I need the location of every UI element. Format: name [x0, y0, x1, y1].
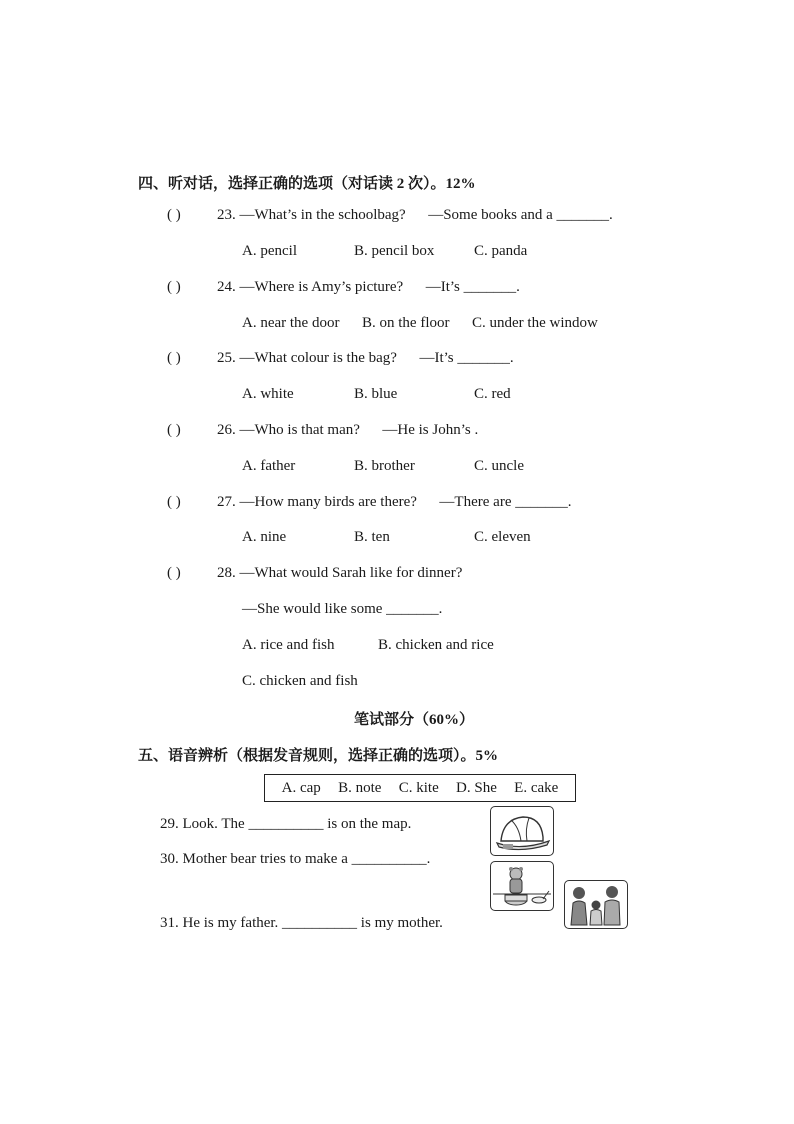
- option-b: B. chicken and rice: [378, 637, 494, 653]
- option-a: A. nine: [242, 529, 287, 545]
- answer-blank: ( ): [167, 422, 181, 438]
- option-b: B. ten: [354, 529, 390, 545]
- option-a: A. pencil: [242, 243, 297, 259]
- question-text: 24. —Where is Amy’s picture? —It’s _______.: [217, 279, 520, 295]
- option-c: C. red: [474, 386, 511, 402]
- written-part-title: 笔试部分（60%）: [354, 712, 475, 728]
- answer-blank: ( ): [167, 279, 181, 295]
- question-text: 27. —How many birds are there? —There are _______.: [217, 494, 572, 510]
- section-4-title: 四、听对话，选择正确的选项（对话读 2 次）。12%: [138, 176, 476, 192]
- option-b: B. blue: [354, 386, 398, 402]
- word-choice-box: [264, 774, 576, 802]
- option-c: C. eleven: [474, 529, 531, 545]
- option-c: C. under the window: [472, 315, 598, 331]
- question-28-line2: —She would like some _______.: [242, 601, 443, 617]
- option-a: A. white: [242, 386, 294, 402]
- choice-item: B. note: [338, 779, 382, 796]
- bear-cake-picture-icon: [490, 861, 554, 911]
- option-a: A. rice and fish: [242, 637, 335, 653]
- item-30: 30. Mother bear tries to make a __________.: [160, 851, 431, 867]
- option-b: B. pencil box: [354, 243, 435, 259]
- answer-blank: ( ): [167, 350, 181, 366]
- option-b: B. brother: [354, 458, 415, 474]
- question-text: 23. —What’s in the schoolbag? —Some books and a _______.: [217, 207, 613, 223]
- option-c: C. uncle: [474, 458, 524, 474]
- choice-item: D. She: [456, 779, 497, 796]
- question-text: 26. —Who is that man? —He is John’s .: [217, 422, 479, 438]
- choice-item: C. kite: [398, 779, 439, 796]
- question-text: 25. —What colour is the bag? —It’s _______.: [217, 350, 514, 366]
- cap-picture-icon: [490, 806, 554, 856]
- option-a: A. father: [242, 458, 296, 474]
- answer-blank: ( ): [167, 494, 181, 510]
- section-5-title: 五、语音辨析（根据发音规则，选择正确的选项）。5%: [138, 748, 499, 764]
- choice-item: E. cake: [514, 779, 559, 796]
- option-b: B. on the floor: [362, 315, 450, 331]
- option-a: A. near the door: [242, 315, 340, 331]
- choice-item: A. cap: [281, 779, 321, 796]
- answer-blank: ( ): [167, 565, 181, 581]
- item-29: 29. Look. The __________ is on the map.: [160, 816, 412, 832]
- item-31: 31. He is my father. __________ is my mother.: [160, 915, 443, 931]
- family-picture-icon: [564, 880, 628, 929]
- question-text: 28. —What would Sarah like for dinner?: [217, 565, 463, 581]
- answer-blank: ( ): [167, 207, 181, 223]
- option-c: C. panda: [474, 243, 528, 259]
- option-c: C. chicken and fish: [242, 673, 358, 689]
